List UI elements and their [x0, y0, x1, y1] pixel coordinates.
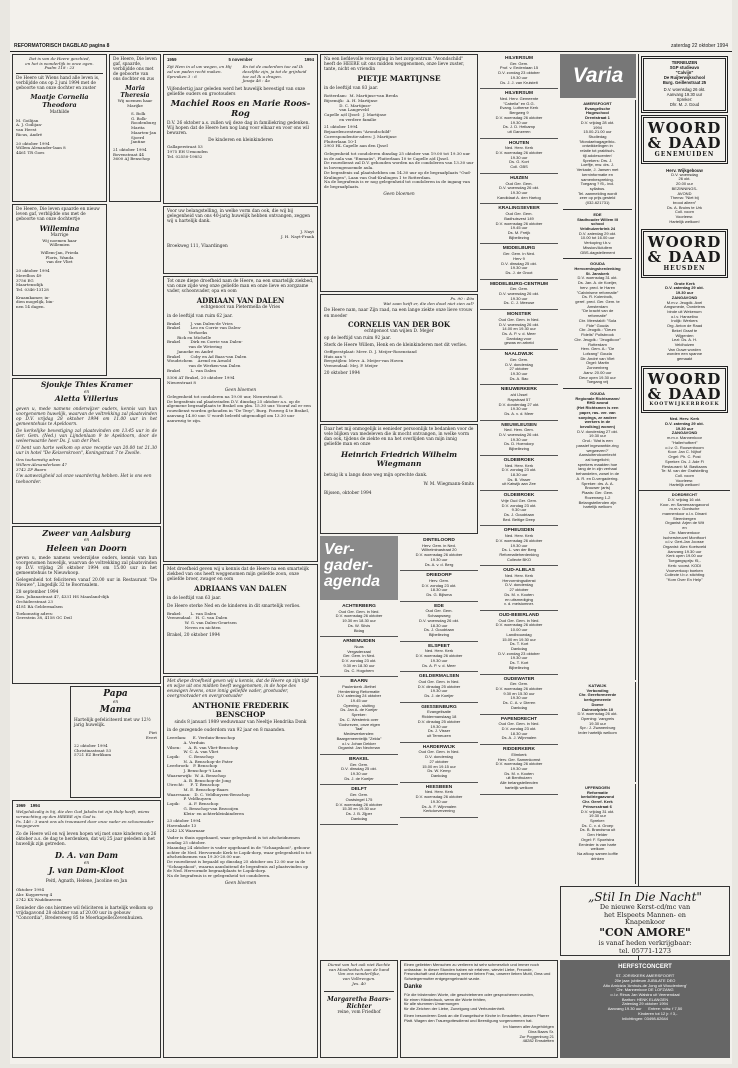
congratulation: Hartelijk gefeliciteerd met uw 12½ jarig huwelijk. — [74, 718, 151, 729]
agenda-place: DELFT — [351, 787, 367, 793]
anniversary-papa-mama — [70, 686, 161, 798]
anniversary-text: Vijfendertig jaar geleden werd het huwelijk bevestigd van onze geliefde ouders en grootouders — [167, 86, 306, 97]
birth-announcement-willemina — [12, 204, 107, 376]
woord-daad-genemuiden — [641, 56, 728, 113]
woord-daad-logo-2 — [641, 229, 728, 278]
deceased-spouse: echtgenoot van wijlen D. Mejjer — [364, 328, 434, 334]
agenda-entry — [480, 385, 558, 420]
kootwijkerbroek-event — [639, 415, 730, 490]
danke-body: Für die tröstenden Worte, die geschriebenen oder gesprochenen wurden, für einen Händedruck, wenn die Worte fehlten, für alle stummen Umarmungen für die Zeichen der Liebe, Zuneigung und Verbundenheit. — [404, 991, 535, 1012]
wife-name: J. van Dam-Kloot — [48, 864, 125, 875]
thanks-lead: Daar het mij onmogelijk is eenieder persoonlijk te bedanken voor de vele blijken van medeleven die ik mocht ontvangen, in welke vorm dan ook, tijdens de ziekte en na het overlijden van mijn innig geliefde man en onze — [324, 427, 474, 448]
genemuiden-event — [639, 166, 730, 227]
vergader-agenda-header — [320, 536, 398, 600]
wedding-announcement-aalsburg — [12, 526, 161, 684]
heusden-event — [639, 280, 730, 364]
children: De kinderen en kleinkinderen — [208, 138, 273, 144]
concert-title: HERFSTCONCERT — [618, 964, 672, 970]
event-body: D.V. woensdag 26 okt. 20.00 uur BEZINNINGS- AVOND Thema: "Niet bij brood alleen" Ds. A. Bruins te Urk Coll. voorn Voorleesr. Hartelijk welkom! — [667, 171, 702, 224]
agenda-details: Ned. Herv. Kerk D.V. woensdag 26 oktober 19.30 uur Ds. A. P. v. d. Meer — [415, 648, 463, 668]
groom-name: Zweer van Aalsburg — [42, 528, 131, 538]
nickname: Wij noemen haar Willemien — [42, 237, 77, 248]
danke-signature: Im Namen aller Angehörigen Dina Baars Sr. Zur Poggenburg 21 48282 Emsdetten — [503, 1024, 554, 1044]
ede-title: EDE Stadhouder Willem III school Veldhuizerbrink 24 — [577, 211, 618, 231]
anniversary-text: Zo de Heere wil en wij leven hopen wij met onze kinderen op 26 oktober a.s. de dag te herdenken, dat wij 25 jaar geleden in het huwelijk zijn getreden. — [16, 831, 157, 848]
event-title: Grote Kerk D.V. zaterdag 29 okt. 19.30 uur ZANGAVOND — [665, 280, 704, 300]
dordrecht-event — [639, 491, 730, 585]
deceased-spouse: echtgenoot van Pietermella de Vries — [200, 305, 281, 311]
agenda-entry — [480, 204, 558, 244]
agenda-place: KRALINGSEVEER — [498, 206, 540, 212]
danke-church: Einen besonderen Dank an die Evangelische Kirche in Emsdetten, dessen Pfarrer Platt. Wagen den Trauergottesdienst und Beerdigung vorgenommen hat. — [404, 1012, 550, 1023]
agenda-place: PAPENDRECHT — [500, 716, 538, 722]
agenda-details: Ger. Gem. D.V. dinsdag 25 okt. 19.30 uur Ds. J. de Koeijer — [341, 761, 377, 781]
agenda-entry — [480, 89, 558, 138]
anniversary-years: 1969 1994 — [16, 803, 40, 808]
logo-word: WOORD — [647, 232, 722, 251]
agenda-place: NAALDWIJK — [504, 352, 534, 358]
agenda-title-2: gader- — [324, 557, 373, 574]
header-right: zaterdag 22 oktober 1994 — [671, 43, 728, 49]
parents: M. Goilijan A. J. Goilijan- van Heest Ricus, André — [16, 117, 43, 137]
varia-title: Varia — [572, 64, 624, 87]
deceased-name: PIETJE MARTIJNSE — [357, 74, 441, 84]
cd-title: „Stil In Die Nacht" — [588, 890, 702, 904]
agenda-details: Ned. Herv. Kerk Hervormingsdienst D.V. donderdag 27 oktober Ds. M. v. Kooten en uitsmediging v. d. meisiomner. — [502, 573, 536, 607]
child-nickname: Mathilde — [49, 109, 70, 115]
verse-right: En tot de ouderdom toe zal Ik dezelfde zijn, ja tot de grijsheid toe zal Ik u dragen. Jesaja 46 : 4a — [242, 64, 307, 84]
announcement-lead: De Heere, Die leven gaf, spaarde, verblijdde ons met de geboorte van ons dochter en zus — [113, 57, 157, 83]
agenda-details: Ned. Herv. Kerk D.V. woensdag 26 oktober 19.30 uur Ds. L. van der Berg Reformatieherdenking Collecte BKO — [495, 533, 543, 562]
agenda-entry — [480, 745, 558, 794]
funeral-info: Vader is thuis opgebaard, waar gelegenheid is tot afscheidnemen zondag 25 oktober. Maandag 24 oktober is vader opgebaard in de "Schaapskooi", gebouw achter de Ned. Hervormde Kerk te Lopik-dorp, waar gelegenheid is tot afscheidnemen van 19.30-20.00 uur. De rouwdienst is bepaald op dinsdag 25 oktober om 12.00 uur in de "Schaapskooi", waarna aansluitend de begrafenis zal plaatsvinden op de Ned. Hervormde begraafplaats te Lopik-dorp. Na de begrafenis is er gelegenheid tot condoleren. — [167, 835, 312, 879]
relatives-list: Oeffgeestplaat: Mevr. D. J. Meijer-Rosenstand Huis aan 't Bergstijlen: Mevr. A. Meijer-van Hoven Veenendaal: Mej. P. Meijer — [324, 349, 417, 369]
notice-lead: Met droefheid geven wij u kennis dat de Heere na een smartelijk ziekbed van ons heeft weggenomen mijn geliefde zoon, onze geliefde broer, zwager en oom — [167, 567, 309, 583]
agenda-entry — [400, 672, 478, 703]
page-header — [10, 42, 732, 52]
widower-note: sinds 8 januari 1989 weduwnaar van Neeltje Hendrika Donk — [174, 719, 307, 725]
agenda-details: Paulenkerk -Bethel Herdenking Reformatie D.V. zaterdag 24 oktober 19.45 uur Opening - sluiting Ds. Jan A. de Koeijer Spreker: Ds. C. Westerink over 'Godvrezen, onze eigen Taal' Medewerkenden: Baargemeentelijk "Zelda" o.l.v. Johan Dekker Organist: Jan Nechman — [336, 683, 382, 751]
agenda-column-3 — [480, 54, 558, 958]
comfort-text: Sterk de Heere Willem, Henk en de kleinkinderen met dit verlies. — [324, 342, 468, 348]
agenda-details: Ned. Herv. Kerk D.V. zondag 23 okt. 18.30 uur Ds. B. Visser uit Katwijk aan Zee — [501, 462, 537, 487]
logo-word: WOORD — [647, 369, 722, 388]
event-title: Ned. Herv. Kerk D.V. zaterdag 29 okt. 19.30 uur ZANGAVOND — [665, 416, 704, 436]
birth-announcement-maatje — [12, 54, 107, 202]
agenda-entry — [480, 456, 558, 491]
agenda-details: Oud Ger. Gem. Schaapsweg D.V. woensdag 26 okt. 18.30 uur Ds. J. Goudriaan Bijbellezing — [419, 608, 459, 638]
woord-daad-logo-1 — [641, 115, 728, 164]
amersfoort-title: AMERSFOORT Evangelische Hogeschool Drentstraat 1 — [583, 101, 612, 121]
concert-body: ST. JORISKERK AMERSFOORT 20e jaar: jubileum JUBILATE DEO Alto Amicizia 'Arnhuis-de Jong uit Woudenberg' Chr. Mannenkoor DE LOFZANG o.l.v. Rinus Jan Walstra uit Veenendaal Bariton: HENK ELANGEN Zaterdag 29 oktober 1994 Aanvang 19.30 uur Entree: volw. f 7,50 Kinderen tot 12 jr. f 3,- Inlichtingen: 03498-62644 — [603, 973, 687, 1021]
logo-place: GENEMUIDEN — [654, 150, 715, 158]
agenda-place: MIDDELBURG — [502, 246, 536, 252]
agenda-place: GIESSENBURG — [421, 704, 457, 710]
agenda-details: Ger. Gem. Oostsingel 175 D.V. woensdag 26 oktober 15.30 en 19.30 uur Ds. J. B. Zijper Dankdag — [335, 792, 383, 821]
agenda-details: Oud Ger. Gem. in Ned. D.V. zondag 23 okt. 18.30 uur Ds. A. J. Wijnmalen — [498, 721, 540, 741]
conjunction: en — [83, 860, 90, 866]
date-address: 20 oktober 1994 Merelbos 49 3756 EG Maartensdijk Tel. 0346-13128 — [16, 268, 50, 292]
agenda-place: ELSPEET — [428, 643, 450, 649]
death-notice-adriaan-van-dalen — [163, 276, 318, 562]
event-body: M.m.v. Jeugdk. Axel Amgsmede, Oordelens binde uit Wekenum o.l.v. Hanselino Indijk: Werkers Org. Anton de Raad Bekel Graaf te Wijgerden Lezi: Ds. A. H. Veldhuizen Van Ouwe worden worden een spanne gemaakt — [664, 299, 705, 362]
date-address: 22 oktober 1994 Christinastraat 53 5721 EZ Berlikum — [74, 742, 112, 758]
conjunction: en — [83, 389, 90, 395]
bride-name: Heleen van Doorn — [46, 542, 127, 553]
uffelen-listing — [560, 784, 636, 884]
agenda-place: HUIZEN — [510, 175, 528, 181]
agenda-place: RIDDERKERK — [503, 747, 535, 753]
agenda-place: DRIEDORP — [426, 573, 452, 579]
bride-name: Aletta Villerius — [54, 393, 119, 403]
agenda-details: Oud Ger. Gem. Badhuisvest 149 D.V. woensdag 26 oktober 19.45 uur Ds. M. Freijk Bijbellezing — [495, 211, 543, 240]
agenda-entry — [400, 536, 478, 571]
memorial-card — [320, 960, 398, 1058]
logo-daad: & DAAD — [647, 133, 722, 152]
agenda-details: Oud Ger. Gem. D.V. woensdag 26 okt. 19.30 uur Kandidaat A. den Hartog — [497, 180, 541, 200]
deceased-name: CORNELIS VAN DER BOK — [348, 319, 450, 329]
katwijk-title: KATWIJK Verbonding Chr. Gereformeerde kerkgemeente Doeve Duinroelplein 10 — [578, 683, 617, 712]
agenda-entry — [480, 54, 558, 89]
agenda-place: HEESBEEN — [425, 784, 453, 790]
terneuzen-body: D.V. woensdag 26 okt. Aanvang 19.30 uur Spreker: Dhr. M. J. Goud — [663, 86, 706, 107]
herfstconcert-ad — [560, 960, 730, 1058]
agenda-details: Ned. Herv. Kerk D.V. woensdag 26 oktober 19.30 uur Ds. G. Kort Coll. GBS — [495, 145, 543, 170]
katwijk-listing — [560, 682, 636, 782]
agenda-entry — [480, 611, 558, 675]
maternity-note: Kraamkamer, in- dien mogelijk, bin- nen 14 dagen. — [16, 294, 54, 310]
verse: Ps. 90 : 49a Wat zaan heift er, die den dood niet zien zal? — [383, 296, 474, 306]
woord-daad-logo-3 — [641, 366, 728, 413]
agenda-details: Ned. Herv. Kerk D.V. woensdag 26 oktober 19.30 uur Ds. A. F. Wijnmalen Kerkdorverzening — [415, 789, 463, 814]
relatives-list: Brakel J. van Dalen-de Vries Brakel Leo en Corrie van Dalen- Verhoeks Rick en Michelle Brakel Dirk en Corrie van Dalen- van de Wetering Janneke en André Brakel Coby en Ad Baas-van Dalen Woudrichem Arend en Arnold van de Werken-van Dalen Brakel L. van Dalen — [167, 320, 247, 373]
conjunction: en — [83, 538, 90, 544]
addresses: Kon. Julianastraat 47, 4331 HS Maasland-dijk Orchideestraat 23 4181 BA Geldermalsen — [16, 594, 109, 609]
agenda-place: OPHEUSDEN — [503, 528, 535, 534]
agenda-details: Herv. Gem. in Ned. Wilhelminastraat 20 D.V. woensdag 26 oktober 19.30 uur Ds. A. v. d. Berg — [415, 542, 463, 567]
logo-place: HEUSDEN — [663, 264, 706, 272]
gouda2-title: GOUDA Regionale Richtsmann/ RHD avond (Het Richtsmen is een paper, ras- ver. van soepings, ze andere werkers in de bevolking) wonen) — [575, 390, 620, 429]
no-flowers: Geen bloemen — [224, 880, 257, 886]
deceased-age: op de leeftijd van ruim 92 jaar. — [324, 335, 391, 341]
agenda-place: OUDEWATER — [503, 676, 535, 682]
agenda-column-1 — [320, 602, 398, 958]
agenda-details: Ger. Gem. D.V. donderdag 27 oktober 19.30 uur Ds. A. Bac — [505, 356, 533, 381]
logo-daad: & DAAD — [647, 247, 722, 266]
children: Peitl, Agnath, Helene, Jacoline en Jan — [45, 879, 128, 885]
wedding-announcement-kramer — [12, 378, 161, 524]
choir-name: "CON AMORE" — [599, 926, 691, 940]
notice-lead: De Heere nam, naar Zijn raad, na een lange ziekte onze lieve vrouw en moeder — [324, 308, 473, 319]
agenda-entry — [320, 602, 398, 637]
husband-name: D. A. van Dam — [54, 850, 119, 861]
agenda-place: HILVERSUM — [505, 91, 533, 97]
future-address: Toekomstig adres: Gerestein 38, 4158 GC Deil — [16, 610, 72, 621]
anniversary-date: 5 november — [228, 57, 253, 62]
memorial-sub: reine, vom Friedhof — [337, 1009, 381, 1015]
agenda-entry — [400, 642, 478, 673]
child-nickname: Wij noemen haar Marijke — [117, 98, 153, 109]
agenda-details: Oud Ger. Gem. in Ned. D.V. woensdag 26 oktober 19.30 en 18.30 uur Ds. W. Silvis Bidag — [335, 608, 383, 633]
gouda2-body: D.V. donderdag 27 okt. 19.30 uur Ond.: 'Wat is een passief ingewanfde-ring wegwezen?' Aansluitendcomtecht zal toegelicht; sprekers maakten hoe lang de in zijn verhaal behandelen, zowel in de A. R. en D-vergadering. Spreker: drs. A. A. Brouwer (arts) Plaats: Ger. Gem. Rozenweg 1-2 Belangstellenden zijn hartelijk welkom — [575, 428, 620, 510]
title-mama: Mama — [99, 704, 132, 715]
relatives-list: Rotterdam: M. Martijnse-van Breda Bijsemijk: A. H. Martijnse D. C. Martijnse- van Langeveld Capelle a/d IJssel: J. Martijnse en verdere familie — [324, 93, 398, 122]
signature: Piet Evert — [145, 730, 157, 741]
agenda-details: Evangelisatie Riddermanslaag 18 D.V. dinsdag 25 oktober 19.30 uur Ds. J. Visser uit Terneuzen — [417, 709, 461, 739]
agenda-place: BAARN — [350, 679, 368, 685]
varia-banner — [560, 54, 636, 98]
agenda-entry — [400, 703, 478, 743]
title-papa: Papa — [103, 689, 128, 699]
uffelen-title: UFFENDOEN Reformatie kerkdiriegaavond Chr. Geref. Kerk Prinsesstraat 6 — [580, 785, 615, 809]
agenda-place: ARNEMUIDEN — [342, 639, 376, 645]
date-address: 21 oktober 1994 Bovenstraat 44 3600 AJ Benschop — [113, 146, 150, 162]
announcement-lead: De Heere, Die leven spaarde en nieuw leven gaf, verblijdde ons met de geboorte van onze dochtertje — [16, 207, 100, 223]
agenda-entry — [480, 174, 558, 205]
agenda-place: EDE — [434, 603, 444, 609]
agenda-details: Ger. Gem. D.V. woensdag 26 okt. 19.30 uur Ds. C. J. Meeuse — [499, 286, 539, 306]
date: 20 oktober 1994 — [324, 370, 360, 376]
child-middle-name: Marrige — [50, 233, 69, 239]
agenda-entry — [480, 715, 558, 746]
agenda-place: MONSTER — [507, 312, 531, 318]
thanks-nayt — [163, 206, 318, 274]
signature: W. M. Wiegmann-Smits — [423, 482, 474, 487]
agenda-entry — [480, 280, 558, 311]
agenda-entry — [320, 785, 398, 825]
agenda-place: MIDDELBURG-CENTRUM — [489, 281, 549, 287]
agenda-entry — [400, 743, 478, 783]
closing-note: Uw aanwezigheid zal onze waardering hebben. Het is ons een toehoorder. — [16, 474, 152, 485]
danke-notice — [400, 960, 558, 1058]
deceased-name: ADRIAAN VAN DALEN — [196, 296, 285, 306]
danke-intro: Einen geliebten Menschen zu verlieren ist sehr schmerzlich und immer noch unfassbar. In dieser Stunden haben wir erfahren, wieviel Liebe, Freunde, Freundschaft und Anerkennung meiner lieben Frau, unserer lieben Mutti, Oma und Schwiegermutter entgegengebracht wurde. — [404, 962, 551, 982]
no-flowers: Geen bloemen — [224, 387, 257, 393]
deceased-name: ADRIAANS VAN DALEN — [194, 584, 287, 594]
agenda-details: a/d IJssel Rapstraat 57 D.V. donderdag 27 okt. 19.30 uur Ds. A. v. d. Meer — [498, 392, 540, 416]
deceased-age: in de gezegende ouderdom van 92 jaar en 8 maanden. — [167, 728, 286, 733]
agenda-details: Oud Ger. Gem. in Ned. D.V. woensdag 26 okt. 14.00 en 19.30 uur Ds. A. P. v. d. Meer Dankdag voor gewas en arbeid — [498, 316, 540, 346]
agenda-title-1: Ver- — [324, 541, 355, 558]
verse-left: Zijt Hem in al uw wegen, en Hij zal uw paden recht maken. Spreuken 3 : 6 — [167, 64, 232, 79]
agenda-details: Ger. Gem. Prof. v. Eedenlaan 15 D.V. zondag 23 oktober 19.30 uur Ds. J. J. van Kruistelt — [498, 60, 540, 85]
agenda-place: OUD-ALBLAS — [503, 568, 535, 574]
agenda-entry — [480, 139, 558, 174]
celebration-text: D.V. 26 oktober a.s. zullen wij deze dag in familiekring gedenken. Wij hopen dat de Heere hen nog lang voor elkaar en voor ons wil bewaren. — [167, 121, 310, 137]
death-notice-van-der-bok — [320, 294, 478, 422]
funeral-info: Gelegenheid tot condoleren dinsdag 25 oktober van 19.00 tot 19.30 uur in de aula van "Emmaüs", Fluiterlaan 10 te Capelle a/d IJssel. De rouwdienst zal D.V. gehouden worden na de condoleren van 13.30 uur in bovengenoemde aula. De begrafenis zal plaatshebben om 14.30 uur op de begraafplaats "Oud-Kralingen", Laan van Oud-Kralingen 1 te Rotterdam. Na de begrafenis is er nog gelegenheid tot condoleren in de ingang van de begraafplaats. — [324, 151, 474, 190]
comfort-text: De Heere sterke Ned en de kinderen in dit smartelijk verlies. — [167, 603, 301, 609]
agenda-details: Ned. Herv. Gem. D.V. woensdag 26 okt. 19.30 uur Ds. D. Hoendorp Bijbellezing — [499, 427, 539, 452]
relatives-list: Brakel: L. van Dalen Veenendaal: H. C. van Dalen W. G. van Dalen-Geurtsen Neven en nichten — [167, 610, 237, 630]
announcement-lead: De Heere uit Wiens hand alle leven is, verblijdde ons op 2 juni 1994 met de geboorte van onze dochter en zuster — [16, 76, 100, 92]
address: Broekweg 111, Vlaardingen — [167, 243, 228, 249]
agenda-place: BRAKEL — [349, 756, 369, 762]
agenda-entry — [400, 602, 478, 642]
groom-name: Sjoukje Thies Kramer — [40, 380, 133, 389]
thanks-text: Voor uw belangstelling, in welke vorm dan ook, die wij bij gelegenheid van ons 40-jarig huwelijk hebben ontvangen, zeggen wij u hartelijk dank. — [167, 209, 311, 225]
event-title: Herv. Wijkgebouw — [666, 167, 703, 173]
agenda-entry — [320, 637, 398, 677]
agenda-entry — [480, 350, 558, 385]
agenda-entry — [400, 571, 478, 602]
notice-lead: Met diepe droefheid geven wij u kennis, dat de Heere op zijn tijd en wijze uit ons midden heeft weggenomen, in de hope des eeuwigen levens, onze innig geliefde vader, grootvader, overgrootvader en overgrootvader — [167, 679, 309, 700]
notice-lead: Tot onze diepe droefheid nam de Heere, na een smartelijk ziekbed, van onze zijde weg onze geliefde man en onze lieve en zorgzame vader, schoonvader, opa en oom — [167, 279, 314, 295]
thanks-wiegmann — [320, 424, 478, 534]
gouda-title: GOUDA Hervormingsherdenking St. Janskerk — [574, 261, 621, 276]
header-left: REFORMATORISCH DAGBLAD pagina 8 — [14, 43, 110, 49]
logo-place: KOOTWIJKERBROEK — [649, 401, 720, 407]
agenda-entry — [480, 244, 558, 279]
agenda-details: Oud Ger. Gem. in Ned. D.V. woensdag 26 oktober 10.00 uur Landbouwdag 15.00 en 19.30 uur Ds. T. Kort Dankdag D.V. zondag 23 oktober 19.30 uur Ds. T. Kort Bijbellezing — [495, 617, 543, 670]
katwijk-body: D.V. woensdag 26 okt. Opening: 'zangreis 19.30 uur Spr.: J. Zwanenburg Ieder hartelijk welkom — [577, 711, 618, 736]
date: Brakel, 20 oktober 1994 — [167, 633, 221, 639]
agenda-title-3: agenda — [324, 573, 381, 590]
gouda-body: D.V. woensdag 31 okt. Ds. Jan. A. de Koeijer, herv. pred. te Haren "Calvinisme reformatie" Ds. R. Kolenbolk, geref. pred. Ger. Gem. te Amsterdam "De kracht van de reformatie" Cbr. Meestaldt: "Sola Fide" Gouda Cbr. Jeugdk.: "Deum Fidelis" Pollsbrook Cbr. Jeugdk.: "Jeugdkoor" Rotterdam Herv. Gem. A.: "De Lofzang" Gouda Dir. André van Vliet Orgel: Martin Zonnenberg Aanv. 20.00 uur Deur open 19.30 uur Toegang vrij — [574, 275, 621, 385]
event-title: DORDRECHT — [671, 492, 698, 498]
relatives-list: Leerdam: E. Verduin-Benschop A. Verduin Vilsen: A. R. van Vliet-Benschop W. C. A. van Vliet Lopik: C. Benschop N. A. Benschop-de Pater Leerbroek: P. Benschop J. Benschop-'t Lam Waarnewijk: W. A. Benschop A. B. Benschop-de Jong Utrecht: F. T. Benschop M. E. Benschop-Baars Waaresaan: D. C. Veldhuyzen-Benschop P. Veldhuyzen Lopik: A. F. Benschop G. Benschop-van Bezooijen Klein- en achterkleinkinderen — [167, 735, 250, 816]
agenda-place: HOUTEN — [508, 140, 530, 146]
logo-word: WOORD — [647, 118, 722, 137]
date: 28 september 1994 — [16, 590, 59, 596]
agenda-place: OLDEBROEK — [503, 457, 535, 463]
family-names: Willem-Jan, Frieda Floris, Wanda van der Vliet — [40, 249, 79, 265]
newspaper-page — [10, 0, 732, 1064]
cd-subtitle: De nieuwe Kerst-cd/mc van het Elspeets Mannen- en Knapenkoor — [599, 903, 691, 927]
date-address: 21 oktober 1994 Bejaardencentrum "Avondschild" Correspondentie-adres: J. Martijnse Fluiterlaan 10-1 2903 HL Capelle aan den IJssel — [324, 124, 397, 149]
agenda-place: OUD-BEIERLAND — [498, 613, 540, 619]
deceased-age: in de leeftijd van 63 jaar. — [167, 596, 222, 602]
agenda-details: Oud Ger. Gem. in Ned. D.V. donderdag 27 oktober 15.00 en 19.15 uur Ds. W. Kemp Dankdag — [418, 749, 460, 779]
memorial-name: Margaretha Baars-Richter — [327, 995, 391, 1010]
memorial-lines: Dienst van het ook niet Rechte van Mooiheidsch aan de hand Van ons wonderlijke, van Volbrengen. Jes. 40 — [327, 962, 391, 986]
agenda-entry — [400, 783, 478, 818]
agenda-details: Vrije Oud Ger. Gem. D.V. zondag 23 okt. 9.30 uur Ds. J. Goudriaan Bed. Beltige Deep — [500, 497, 538, 522]
address: Gallaperstraat 53 1975 EH Urmonden Tel. 02550-19852 — [167, 144, 208, 159]
agenda-place: HILVERSUM — [505, 56, 533, 61]
varia-listings — [560, 100, 636, 680]
year-end: 1994 — [304, 57, 314, 62]
agenda-entry — [480, 675, 558, 715]
family: S. Bolk G. Bolk- Roodenburg Marita Maarten-Jan Sjoerd Jantine — [131, 110, 157, 145]
agenda-place: ACHTERBERG — [342, 604, 376, 609]
child-name: Willemina — [39, 224, 80, 234]
agenda-details: Ned. Herv. Gemeente "Cabella" en G.G. Evang. Lutherse Kerk Bergweg 9 D.V. woensdag 26 oktober 19.30 uur Ds. J. D. Heikamp uit Ganzeren — [495, 95, 543, 134]
uffelen-body: D.V. vrijdag 31 okt. 19.30 uur Spreker: Ds. C. v. d. Groep Ds. B. Brandsma uit Den Helder Orgel: F. Spoelstra Eenieder is van harte welkom Na afloop samen koffie drinken — [577, 808, 618, 861]
agenda-place: NIEUWLEUSEN — [501, 422, 537, 428]
agenda-place: HARDERWIJK — [422, 744, 456, 750]
thanks-text: betuig ik u langs deze weg mijn oprechte dank. — [324, 472, 428, 478]
child-name: Maria Theresia — [120, 85, 150, 100]
birth-announcement-maria — [109, 54, 161, 202]
agenda-entry — [480, 491, 558, 526]
event-body: D.V. vrijdag 16 okt. Koor- en Samenzangavond m.m.v. Dordsche mannenkoor o.l.v. Dinant Steenbergen Organist: Arjen de Wit en Chr. Mannenkoor Ischersheuvel Montfoort o.l.v. Gert-Jan Joosse Organist: Alex Koetsveld Aanvang 19.30 uur Kerk open 19.00 uur Toegangsprijs: f5,- Kerk: voorst. KODI Voorverkoop boeken Collecte t.b.v. stichting "Kom Over En Help" — [660, 496, 709, 583]
agenda-place: OLDEBROEK — [503, 493, 535, 499]
verse: Welgelukzalig is hij, die den God Jakobs tot zijn Hulp heeft, wiens verwachting op den HEERE zijn God is. Ps. 146 : 3 want ons als trouwaard door onze vader en schoonvader toegegeven — [16, 809, 154, 829]
reception-text: U bent van harte welkom op onze receptie van 20.00 tot 21.30 uur in hotel "De Keizerskroon", Koningstraat 7 te Zwolle. — [16, 446, 157, 457]
deceased-age: in de leeftijd van ruim 62 jaar. — [167, 313, 233, 319]
event-body: m.m.v. Mannenkoor "Hallerhofbert" o.l.v. G. Roosenboom Koor: Jan C. Nijhof Orgel: Ph. C. Post Spreker: Ds. J. Ade Fi Restaurant: M. Bastiaans Te: M. van der Grafstelling Coll. voorn Voorleesr. Hartelijk welkom! — [661, 435, 708, 488]
notice-lead: Na een liefdevolle verzorging in het zorgcentrum "Avondschild" heeft de HEERE uit ons midden weggenomen, onze lieve zuster, tante, nicht en vriendin — [324, 57, 465, 73]
date: Bijssen, oktober 1994 — [324, 491, 372, 497]
cd-availability: is vanaf heden verkrijgbaar: tel. 05771-1273 — [598, 939, 692, 955]
wedding-text: geven u, mede namens onderwijzer ouders, kennis van hun voorgenomen huwelijk, waarvan de voltrekking zal plaatsvinden op D.V. vrijdag 28 oktober 1994 om 11.00 uur in het gemeentehuis te Apeldoorn. — [16, 406, 157, 427]
stil-in-die-nacht-ad — [560, 886, 730, 956]
verse: Dat is van de Heere geschied, en het is wonderlijk in onze ogen. Psalm 118 : 23 — [25, 56, 94, 71]
date-address: 23 oktober 1994 Havenkade 13 2242 LX Waarnaar — [167, 818, 205, 833]
wedding-text: geven u, mede namens wederzijdse ouders, kennis van hun voorgenomen huwelijk, waarvan de voltrekking zal plaatsvinden op D.V. vrijdag 28 oktober 1994 om 15.00 uur in het gemeentehuis te Nieuwkoop. — [16, 555, 157, 577]
date-address: 5306 AT Brakel, 20 oktober 1994 Nieuwstraat 8 — [167, 375, 235, 386]
agenda-details: Nuas Vergaderzaal Ger. Gem. in Ned. D.V. zondag 23 okt. 9.30 en 18.30 uur Ds. C. Hogchem — [341, 643, 377, 673]
signature: J. Nayt J. H. Nayt-Frank — [280, 229, 314, 239]
agenda-place: GELDERMALSEN — [418, 674, 460, 680]
agenda-entry — [480, 566, 558, 611]
conjunction: en — [112, 699, 119, 705]
congratulation-text: Gelegenheid tot feliciteren vanaf 20.00 uur in Restaurant "De Nieuwe", Lingedijk 32 te Boornsalem. — [16, 578, 157, 589]
reception-text: Eenieder die ons hiermee wil feliciteren is hartelijk welkom op vrijdagavond 28 oktober van af 20.00 uur in gebouw "Concordia", Bredereweg 85 te Moerkapelle/Zevenhuizen. — [16, 906, 153, 922]
agenda-details: Elimkerk Herv. Ger. Samenkomst D.V. woensdag 26 oktober 19.30 uur Ds. M. v. Kooten uit Benthuizen Alle belangstellenden hartelijk welkom — [495, 751, 543, 790]
agenda-entry — [480, 421, 558, 456]
agenda-details: Oud Ger. Gem. in Ned. D.V. dinsdag 25 oktober 19.30 uur Ds. J. de Koeijer — [417, 678, 461, 699]
future-address: Ons toekomstig adres Willem-Alexanderlaan 47 3742 ZP Baarn — [16, 457, 67, 472]
danke-title: Danke — [404, 983, 423, 990]
logo-daad: & DAAD — [647, 384, 722, 403]
amersfoort-body: D.V. vrijdag 28 okt. 1994 15.00-21.00 uur Studiedag 'Mondaebagage/bio- ontwikkelingen in relatie tot praktisch- tijl adolescenten' Sprekers: Drs. J. Loeffje, mw. drs. J. Verkade, J. Jansen met kerninformatie en samenbespreking. Toegang ? f5,- incl. syllabus. Tel. aanmelding wordt zeer op prijs gesteld (032-621731) — [576, 119, 619, 206]
death-notice-adriaans-van-dalen — [163, 564, 318, 674]
agenda-details: Ger. Gem. D.V. woensdag 26 oktober 9.30 en 15.30 uur 19.30 uur Ds. C. A. v. Dieren Dankdag — [495, 681, 543, 710]
agenda-place: DINTELOORD — [423, 538, 455, 543]
child-name: Maatje Cornelia Theodora — [30, 93, 89, 109]
couple-name: Machiel Roos en Marie Roos-Rog — [170, 99, 311, 120]
date-address: Oktober 1994 Abr. Kuyperweg 4 2742 KX Waddinxveen — [16, 887, 62, 902]
death-notice-martijnse — [320, 54, 478, 292]
agenda-entry — [480, 526, 558, 566]
agenda-column-2 — [400, 536, 478, 958]
agenda-details: Herv. Gem. D.V. zondag 23 okt. 18.30 uur Ds. G. Bijlsma — [421, 577, 457, 598]
year-start: 1959 — [167, 57, 177, 62]
date-address: 20 oktober 1994 Willem Alexander-laan 8 4461 TR Goes — [16, 140, 66, 156]
ede-body: D.V. zaterdag 29 okt. 10.00 tot 16.00 uur Verkoping t.b.v. Mission/Adullem GBS-dagstellement — [578, 230, 617, 255]
no-flowers: Geen bloemen — [383, 191, 415, 197]
agenda-details: Ger. Gem. in Ned. Herv 9 D.V. dinsdag 25 okt. 19.30 uur Ds. J. de Groot — [501, 251, 537, 275]
agenda-entry — [480, 310, 558, 350]
funeral-info: Gelegenheid tot condoleren na 19.00 uur, Nieuwstraat 8. De begrafenis zal plaatsvinden D.V. dinsdag 25 oktober a.s. op de algemene begraafplaats te Brakel om plm. 15.30 uur. Vooraf zal er een rouwdienst worden gehouden in "De Terp", Burg. Posweg 4 te Brakel, aanvang 14.00 uur. U wordt beleefd uitgenodigd om 13.30 uur aanwezig te zijn. — [167, 393, 311, 423]
deceased-name: ANTHONIE FREDERIK BENSCHOP — [192, 701, 289, 720]
church-text: De kerkelijke bevestiging zal plaatsvinden om 13.45 uur in de Ger. Gem. (Ned.) van Lijndenlaan 9 te Apeldoorn, door de weleerwaarde heer Ds. J. van der Poel. — [16, 429, 157, 445]
deceased-name: Heinrich Friedrich Wilhelm Wiegmann — [340, 450, 458, 469]
agenda-entry — [320, 677, 398, 755]
agenda-place: NIEUWERKERK — [500, 387, 538, 393]
agenda-entry — [320, 755, 398, 786]
death-notice-benschop — [163, 676, 318, 1058]
anniversary-van-dam — [12, 800, 161, 1058]
anniversary-roos — [163, 54, 318, 204]
terneuzen-title: TERNEUZEN SGP studieavo "Calvijn" De Ruijterwijkschool Burg. Geillenstraat 25 — [662, 60, 707, 85]
deceased-age: in de leeftijd van 83 jaar. — [324, 86, 379, 92]
